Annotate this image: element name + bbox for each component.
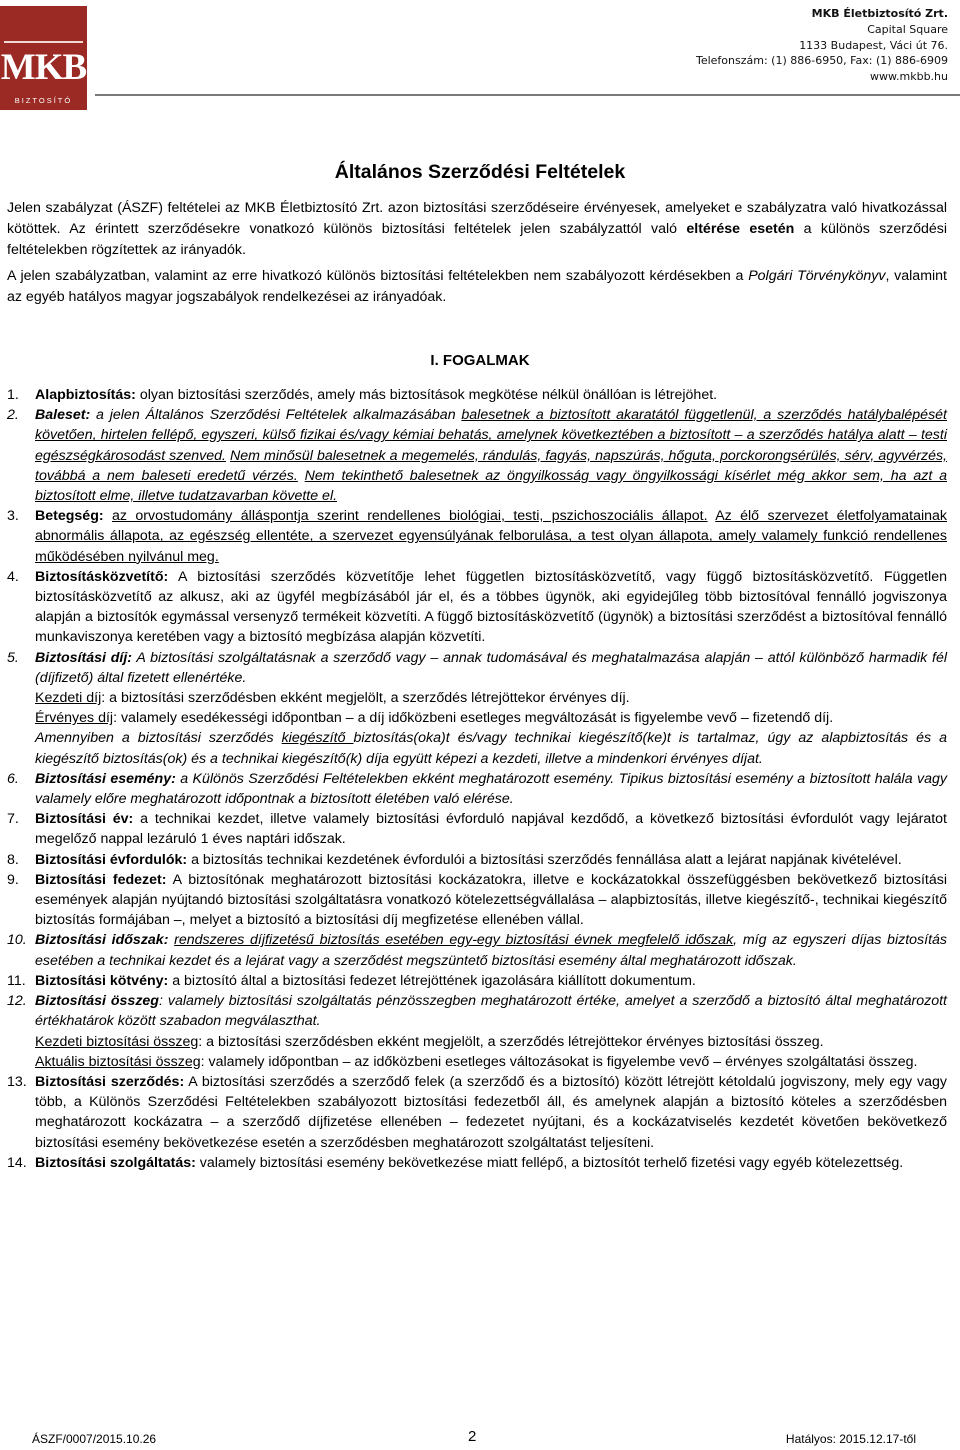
definition-text: a jelen Általános Szerződési Feltételek alkalmazásában	[90, 407, 462, 424]
definition-term: Biztosítási év:	[35, 811, 134, 828]
definition-text-underlined: balesetnek a biztosított akaratától függetlenül, a szerződés hatálybalépését követően, hirtelen fellépő, egyszeri, külső fizikai és/vagy kémiai behatás, amelynek következtében a biztosított – a szerződés hatálya alatt – testi egészségkárosodást szenved.	[35, 407, 947, 464]
definition-text: olyan biztosítási szerződés, amely más biztosítások megkötése nélkül önállóan is létrejöhet.	[135, 387, 718, 403]
page-footer	[0, 1428, 960, 1448]
definition-term: Biztosítási összeg	[35, 993, 159, 1010]
definition-text-underlined: Nem tekinthető balesetnek az öngyilkosság vagy öngyilkossági kísérlet még akkor sem, ha azt a biztosított elme, illetve tudatzavarban követte el.	[35, 467, 947, 505]
definition-term: Biztosítási időszak:	[35, 932, 169, 949]
definition-text-underlined: Nem minősül balesetnek a megemelés, rándulás, fagyás, napszúrás, hőguta, porckorongsérülés, sérv, agyvérzés, továbbá a nem baleseti eredetű vérzés.	[35, 447, 947, 484]
sub-term-text: : valamely esedékességi időpontban – a díj időközbeni esetleges megváltozását is figyelembe vevő – fizetendő díj.	[113, 710, 834, 727]
sub-term-text: : a biztosítási szerződésben ekként megjelölt, a szerződés létrejöttekor érvényes biztosítási összeg.	[198, 1033, 824, 1050]
logo-stripe	[4, 41, 83, 43]
intro-p1-bold: eltérése esetén	[686, 221, 795, 237]
definition-term: Biztosításközvetítő:	[35, 568, 169, 585]
intro-p1-text-end: a különös szerződési feltételekben rögzítettek az irányadók.	[7, 221, 947, 258]
definition-item	[7, 971, 947, 991]
company-phone: Telefonszám: (1) 886-6950, Fax: (1) 886-6909	[695, 54, 948, 68]
definition-text	[104, 508, 112, 524]
definition-item	[7, 1072, 947, 1153]
definition-number: 3.	[7, 508, 19, 525]
definition-item	[7, 991, 947, 1072]
company-web: www.mkbb.hu	[870, 70, 948, 84]
definition-item	[7, 567, 947, 648]
document-title: Általános Szerződési Feltételek	[334, 161, 626, 183]
definition-text: , míg az egyszeri díjas biztosítás esetében a technikai kezdet és a lejárat vagy a szerződést megszüntető biztosítási esemény által meghatározott időszak.	[35, 932, 947, 969]
intro-paragraph-2	[7, 266, 947, 308]
definition-number: 4.	[7, 568, 19, 585]
definition-number: 6.	[7, 770, 19, 787]
definition-term: Betegség:	[35, 508, 104, 525]
definition-term: Biztosítási kötvény:	[35, 972, 169, 989]
company-name: MKB Életbiztosító Zrt.	[811, 7, 948, 20]
intro-p1-text: Jelen szabályzat (ÁSZF) feltételei az MKB Életbiztosító Zrt. azon biztosítási szerződéseire érvényesek, amelyeket e szabályzatra való hivatkozással kötöttek. Az érintett szerződésekre vonatkozó különös biztosítási feltételek jelen szabályzattól való	[7, 200, 947, 237]
sub-term-text: : valamely időpontban – az időközbeni esetleges változásokat is figyelembe vevő – érvényes szolgáltatási összeg.	[200, 1053, 918, 1070]
definition-number: 14.	[7, 1154, 27, 1171]
section-title: I. FOGALMAK	[430, 352, 530, 369]
intro-paragraph-1	[7, 198, 947, 261]
definition-text-underlined: Az élő szervezet életfolyamatainak abnormális állapota, az egészség ellentéte, a szervezet egyensúlyának felborulása, a test olyan állapota, amely valamely funkció rendellenes működésében nyilvánul meg.	[35, 508, 947, 565]
definition-item	[7, 385, 947, 405]
definition-item	[7, 506, 947, 567]
definition-term: Biztosítási szerződés:	[35, 1073, 185, 1090]
definition-text: a Különös Szerződési Feltételekben ekként meghatározott esemény. Tipikus biztosítási esemény a biztosított halála vagy valamely előre meghatározott időpontnak a biztosított életében való elérése.	[35, 770, 947, 808]
logo-text: MKB	[0, 47, 87, 88]
definition-number: 10.	[7, 932, 27, 949]
definition-text: a technikai kezdet, illetve valamely biztosítási évforduló napjával kezdődő, a következő biztosítási évfordulót vagy lejáratot megelőző nappal lezáruló 1 éves naptári időszak.	[35, 811, 947, 848]
definition-term: Alapbiztosítás:	[35, 387, 136, 403]
document-code: ÁSZF/0007/2015.10.26	[32, 1432, 157, 1446]
definitions-list	[7, 385, 947, 1173]
definition-text: a biztosítás technikai kezdetének évfordulói a biztosítási szerződés fennállása alatt a lejárat napjának kivételével.	[187, 851, 902, 868]
definition-item	[7, 769, 947, 809]
definition-text: biztosítás(oka)t és/vagy technikai kiegészítő(ke)t is tartalmaz, úgy az alapbiztosítás és a kiegészítő biztosítás(ok) és a technikai kiegészítő(k) díja együtt képezi a kezdeti, illetve a mindenkori érvényes díjat.	[35, 730, 947, 767]
company-address-2: 1133 Budapest, Váci út 76.	[799, 38, 948, 52]
sub-term: Érvényes díj	[35, 710, 114, 727]
definition-term: Biztosítási díj:	[35, 649, 133, 666]
definition-number: 7.	[7, 811, 19, 828]
definition-text: Amennyiben a biztosítási szerződés	[35, 730, 282, 747]
definition-text: A biztosítónak meghatározott biztosítási kockázatokra, illetve e kockázatokkal összefüggésben bekövetkező biztosítási események alapján nyújtandó biztosítási szolgáltatásra vonatkozó kötelezettségvállalása – alapbiztosítás, illetve kiegészítő-, technikai kiegészítő biztosítás formájában –, melyet a biztosító a biztosítási díj megfizetése ellenében vállal.	[35, 871, 947, 929]
definition-item	[7, 405, 947, 506]
sub-term: Kezdeti biztosítási összeg	[35, 1033, 199, 1050]
company-info	[696, 6, 948, 85]
definition-number: 5.	[7, 649, 19, 666]
intro-p2-text: A jelen szabályzatban, valamint az erre hivatkozó különös biztosítási feltételekben nem szabályozott kérdésekben a	[7, 268, 749, 284]
definition-text	[298, 468, 305, 484]
definition-text: A biztosítási szerződés a szerződő felek (a szerződő és a biztosító) között létrejött kétoldalú jogviszony, mely egy vagy több, a Különös Szerződési Feltételekben szabályozott biztosítási fedezetből áll, és amelynek alapján a biztosító köteles a szerződésben meghatározott kockázatra – a szerződő díjfizetése ellenében – fedezetet nyújtani, és a kockázatviselés kezdetét követően bekövetkező biztosítási esemény bekövetkezése esetén a szerződésben meghatározott szolgáltatást teljesíteni.	[35, 1073, 947, 1151]
page-number: 2	[468, 1428, 477, 1445]
definition-text-underlined: az orvostudomány álláspontja szerint rendellenes biológiai, testi, pszichoszociális állapot.	[112, 508, 708, 525]
definition-term: Biztosítási esemény:	[35, 770, 176, 787]
definition-text-underlined: kiegészítő	[281, 730, 354, 747]
definition-term: Biztosítási fedezet:	[35, 871, 167, 888]
logo-subtext: BIZTOSÍTÓ	[14, 96, 73, 105]
sub-term-text: : a biztosítási szerződésben ekként megjelölt, a szerződés létrejöttekor érvényes díj.	[101, 690, 630, 707]
definition-text: A biztosítási szolgáltatásnak a szerződő vagy – annak tudomásával és meghatalmazása alapján – attól különböző harmadik fél (díjfizető) által fizetett ellenértéke.	[35, 649, 948, 686]
definition-item	[7, 809, 947, 849]
definition-number: 13.	[7, 1073, 27, 1090]
sub-term: Aktuális biztosítási összeg	[35, 1053, 201, 1070]
definition-number: 11.	[7, 972, 26, 989]
definition-term: Baleset:	[35, 407, 91, 424]
definition-item	[7, 870, 947, 931]
definition-text: a biztosító által a biztosítási fedezet létrejöttének igazolására kiállított dokumentum.	[168, 972, 696, 989]
definition-number: 8.	[7, 851, 19, 868]
definition-number: 1.	[7, 387, 19, 403]
definition-text: valamely biztosítási esemény bekövetkezése miatt fellépő, a biztosítót terhelő fizetési vagy egyéb kötelezettség.	[195, 1154, 904, 1171]
definition-item	[7, 1153, 947, 1173]
definition-item	[7, 850, 947, 870]
effective-date: Hatályos: 2015.12.17-től	[785, 1432, 916, 1446]
definition-text: : valamely biztosítási szolgáltatás pénzösszegben meghatározott értéke, amelyet a szerződő a biztosító által meghatározott értékhatárok között szabadon megválaszthat.	[35, 993, 947, 1030]
company-logo	[0, 6, 87, 110]
header-divider	[95, 94, 960, 96]
intro-p2-italic: Polgári Törvénykönyv	[748, 268, 886, 284]
definition-item	[7, 930, 947, 970]
sub-term: Kezdeti díj	[35, 690, 102, 707]
intro-p2-text-end: , valamint az egyéb hatályos magyar jogszabályok rendelkezései az irányadóak.	[7, 268, 948, 305]
definition-text: A biztosítási szerződés közvetítője lehet független biztosításközvetítő, vagy függő biztosításközvetítő. Független biztosításközvetítő az alkusz, aki az ügyfél megbízásából jár el, és a többes ügynök, aki egyidejűleg több biztosítóval fennálló jogviszonya alapján a biztosítók egymással versenyző termékeit közvetíti. A függő biztosításközvetítő (ügynök) a biztosítási szerződést a biztosítóval fennálló munkaviszonya keretében vagy a biztosító megbízása alapján közvetíti.	[35, 568, 947, 646]
definition-number: 9.	[7, 871, 19, 888]
definition-item	[7, 648, 947, 769]
definition-text-underlined: rendszeres díjfizetésű biztosítás esetében egy-egy biztosítási évnek megfelelő időszak	[174, 932, 734, 949]
company-address-1: Capital Square	[867, 22, 948, 36]
definition-number: 12.	[7, 993, 27, 1010]
definition-number: 2.	[7, 407, 19, 424]
definition-term: Biztosítási szolgáltatás:	[35, 1154, 196, 1171]
definition-term: Biztosítási évfordulók:	[35, 851, 188, 868]
